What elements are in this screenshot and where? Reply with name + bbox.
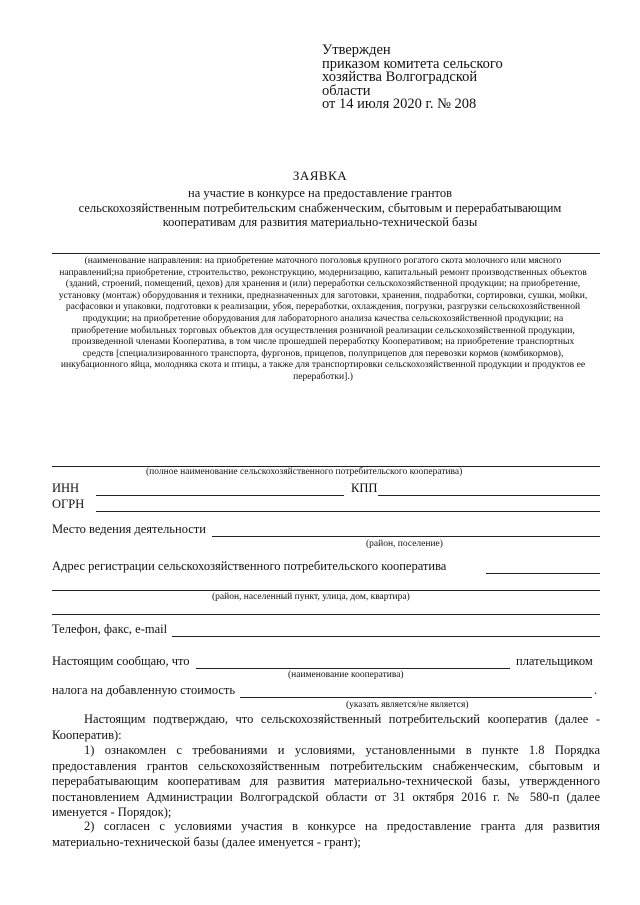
condition-item-1: 1) ознакомлен с требованиями и условиями, установленными в пункте 1.8 Порядка предоставления грантов сельскохозяйственным потребительским снабженческим, сбытовым и перерабатывающим кооперативам для развития материально-технической базы, утвержденного постановлением Администрации Волгоградской области от 31 октября 2016 г. № 580-п (далее именуется - Порядок);: [52, 743, 600, 819]
address-caption: (район, населенный пункт, улица, дом, квартира): [212, 592, 410, 602]
approval-line: Утвержден: [322, 42, 391, 58]
ogrn-field[interactable]: [96, 511, 600, 512]
phone-field[interactable]: [172, 636, 600, 637]
vat-caption: (указать является/не является): [346, 700, 469, 710]
district-caption: (район, поселение): [366, 539, 443, 549]
activity-place-field[interactable]: [212, 536, 600, 537]
subtitle-line: сельскохозяйственным потребительским снабженческим, сбытовым и перерабатывающим: [78, 200, 562, 215]
hereby-inform-label: Настоящим сообщаю, что: [52, 654, 190, 668]
subtitle-line: кооперативам для развития материально-технической базы: [162, 215, 478, 229]
approval-block: [322, 44, 503, 112]
vat-end-dot: .: [594, 683, 598, 697]
condition-item-2: 2) согласен с условиями участия в конкурсе на предоставление гранта для развития материально-технической базы (далее именуется - грант);: [52, 819, 600, 849]
reg-address-field[interactable]: [486, 573, 600, 574]
vat-field[interactable]: [240, 697, 592, 698]
subtitle-line: на участие в конкурсе на предоставление грантов: [188, 186, 452, 200]
direction-caption: (наименование направления: на приобретение маточного поголовья крупного рогатого скота молочного или мясного направлений;на приобретение, строительство, реконструкцию, модернизацию, капитальный ремонт производственных объектов (зданий, строений, помещений, цехов) для хранения и (или) переработки сельскохозяйственной продукции; на приобретение, установку (монтаж) оборудования и техники, предназначенных для заготовки, хранения, подработки, сортировки, сушки, мойки, расфасовки и упаковки, подготовки к реализации, убоя, переработки, охлаждения, погрузки, разгрузки сельскохозяйственной продукции; на приобретение оборудования для лабораторного анализа качества сельскохозяйственной продукции; на приобретение мобильных торговых объектов для осуществления розничной реализации сельскохозяйственной продукции, произведенной членами Кооператива, в том числе прошедшей переработку Кооперативом; на приобретение транспортных средств [специализированного транспорта, фургонов, прицепов, полуприцепов для перевозки кормов (комбикормов), инкубационного яйца, молодняка скота и птицы, а также для транспортировки сельскохозяйственной продукции и продуктов ее переработки].): [58, 255, 588, 382]
reg-address-field-2[interactable]: [52, 590, 600, 591]
coop-caption: (наименование кооператива): [288, 670, 404, 680]
approval-line: хозяйства Волгоградской: [322, 69, 478, 86]
direction-fill-line[interactable]: [52, 253, 600, 254]
inn-label: ИНН: [52, 481, 80, 495]
inn-field[interactable]: [96, 495, 344, 496]
approval-line: приказом комитета сельского: [322, 55, 503, 72]
document-title: ЗАЯВКА: [292, 168, 348, 183]
reg-address-label: Адрес регистрации сельскохозяйственного потребительского кооператива: [52, 559, 447, 573]
confirmation-paragraph: Настоящим подтверждаю, что сельскохозяйственный потребительский кооператив (далее - Кооператив):: [52, 712, 600, 742]
address-extra-line[interactable]: [52, 614, 600, 615]
approval-line: области: [322, 82, 371, 99]
approval-line: от 14 июля 2020 г. № 208: [322, 96, 477, 113]
kpp-field[interactable]: [378, 495, 600, 496]
payer-label: плательщиком: [516, 654, 593, 668]
ogrn-label: ОГРН: [52, 497, 85, 511]
kpp-label: КПП: [351, 481, 378, 495]
phone-label: Телефон, факс, e-mail: [52, 622, 168, 636]
vat-label: налога на добавленную стоимость: [52, 683, 236, 697]
coop-name-field[interactable]: [196, 668, 510, 669]
document-subtitle: [0, 186, 640, 230]
activity-place-label: Место ведения деятельности: [52, 522, 206, 536]
coop-name-caption: (полное наименование сельскохозяйственного потребительского кооператива): [146, 467, 463, 477]
